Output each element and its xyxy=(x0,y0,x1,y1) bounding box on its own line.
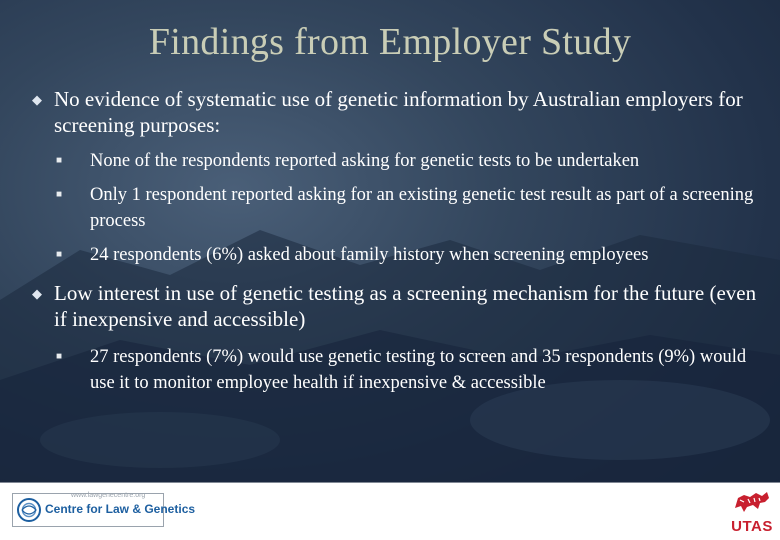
dna-globe-icon xyxy=(16,497,42,523)
diamond-bullet-icon: ◆ xyxy=(32,286,42,301)
sub-bullet-1-3-text: 24 respondents (6%) asked about family history when screening employees xyxy=(90,245,649,265)
sub-bullet-1-3 xyxy=(30,242,760,268)
sub-bullet-1-1 xyxy=(30,148,760,174)
bullet-1 xyxy=(30,86,760,138)
logo-name: Centre for Law & Genetics xyxy=(45,502,196,516)
square-bullet-icon: ■ xyxy=(56,351,63,362)
logo-url: www.lawgenecentre.org xyxy=(71,492,146,499)
square-bullet-icon: ■ xyxy=(56,155,63,166)
diamond-bullet-icon: ◆ xyxy=(32,92,42,107)
utas-logo xyxy=(730,486,774,538)
sub-bullet-1-1-text: None of the respondents reported asking for genetic tests to be undertaken xyxy=(90,151,640,171)
sub-bullet-1-2 xyxy=(30,182,760,234)
slide-content xyxy=(30,86,760,396)
bullet-1-text: No evidence of systematic use of genetic information by Australian employers for screening purposes: xyxy=(54,87,743,137)
sub-bullet-2-1-text: 27 respondents (7%) would use genetic testing to screen and 35 respondents (9%) would use it to monitor employee health if inexpensive & accessible xyxy=(90,347,747,393)
slide-title: Findings from Employer Study xyxy=(148,21,632,63)
bullet-2-text: Low interest in use of genetic testing as a screening mechanism for the future (even if inexpensive and accessible) xyxy=(54,281,757,331)
bullet-2 xyxy=(30,280,760,332)
centre-for-law-genetics-logo xyxy=(12,492,196,527)
utas-logo-text: UTAS xyxy=(731,518,773,535)
sub-bullet-2-1 xyxy=(30,344,760,396)
square-bullet-icon: ■ xyxy=(56,189,63,200)
tasmanian-tiger-crest-icon xyxy=(732,486,772,516)
square-bullet-icon: ■ xyxy=(56,249,63,260)
sub-bullet-1-2-text: Only 1 respondent reported asking for an existing genetic test result as part of a screening process xyxy=(90,185,754,231)
